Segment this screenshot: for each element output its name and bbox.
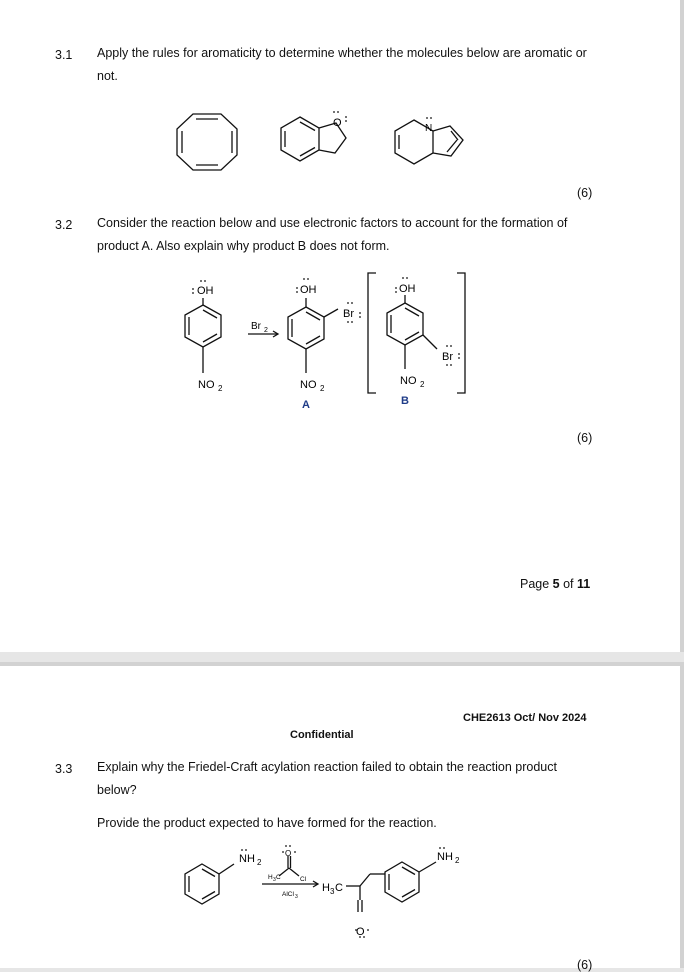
page-current: 5 xyxy=(552,577,560,591)
nh2-label-start: NH xyxy=(239,853,255,865)
question-number-3-2: 3.2 xyxy=(55,218,73,232)
reagent-c-label: C xyxy=(276,874,281,881)
no2-label-start: NO xyxy=(198,379,215,391)
product-ring xyxy=(385,862,419,902)
no2-subscript-a: 2 xyxy=(320,384,325,393)
page-prefix: Page xyxy=(520,577,553,591)
oxygen-label: O xyxy=(333,117,342,129)
question-text-3-1: Apply the rules for aromaticity to determine whether the molecules below are aromatic or not. xyxy=(97,46,587,83)
question-instruction-3-3: Provide the product expected to have formed for the reaction. xyxy=(97,816,437,830)
q31-structures xyxy=(0,100,684,220)
course-header: CHE2613 Oct/ Nov 2024 xyxy=(463,712,587,724)
catalyst-label: AlCl xyxy=(282,891,294,898)
no2-subscript-start: 2 xyxy=(218,384,223,393)
page-number xyxy=(520,577,590,591)
right-bracket xyxy=(457,273,465,393)
marks-3-3: (6) xyxy=(577,958,593,972)
q33-reaction-scheme xyxy=(0,844,684,954)
q32-reaction-scheme xyxy=(0,265,684,415)
aniline-ring xyxy=(185,864,219,904)
left-bracket xyxy=(368,273,376,393)
product-b-ring xyxy=(387,303,423,345)
product-h3c-subscript: 3 xyxy=(330,887,335,896)
br-label-a: Br xyxy=(343,308,354,320)
nh2-subscript-start: 2 xyxy=(257,858,262,867)
product-a-ring xyxy=(288,307,324,349)
question-number-3-3: 3.3 xyxy=(55,762,73,776)
catalyst-subscript: 3 xyxy=(295,894,298,900)
marks-3-2: (6) xyxy=(577,431,593,445)
confidential-label: Confidential xyxy=(290,729,354,741)
nh2-subscript-product: 2 xyxy=(455,856,460,865)
reagent-o-label: O xyxy=(285,849,292,858)
no2-subscript-b: 2 xyxy=(420,380,425,389)
phenol-ring xyxy=(185,305,221,347)
product-c-label: C xyxy=(335,882,343,894)
marks-3-1: (6) xyxy=(577,186,593,200)
page-middle: of xyxy=(559,577,577,591)
oh-label-b: OH xyxy=(399,283,416,295)
product-o-label: O xyxy=(356,926,365,938)
page-6 xyxy=(0,662,684,972)
nitrogen-label: N xyxy=(425,123,433,134)
reagent-label: Br xyxy=(251,321,261,332)
reagent-h3c-subscript: 3 xyxy=(273,877,276,883)
oh-label-a: OH xyxy=(300,284,317,296)
reagent-h3c-label: H xyxy=(268,874,273,881)
page-total: 11 xyxy=(577,577,591,591)
product-h3c-label: H xyxy=(322,882,330,894)
reagent-cl-label: Cl xyxy=(300,876,307,883)
question-text-3-2: Consider the reaction below and use electronic factors to account for the formation of product A. Also explain why product B does not form. xyxy=(97,216,568,253)
product-b-label: B xyxy=(401,395,409,407)
question-number-3-1: 3.1 xyxy=(55,48,73,62)
question-text-3-3: Explain why the Friedel-Craft acylation reaction failed to obtain the reaction product below? xyxy=(97,760,557,797)
no2-label-b: NO xyxy=(400,375,417,387)
product-a-label: A xyxy=(302,399,310,411)
cyclooctatetraene-ring xyxy=(177,114,237,170)
benzene-ring xyxy=(281,117,319,161)
nh2-label-product: NH xyxy=(437,851,453,863)
oh-label-start: OH xyxy=(197,285,214,297)
reagent-subscript: 2 xyxy=(264,327,268,334)
no2-label-a: NO xyxy=(300,379,317,391)
br-label-b: Br xyxy=(442,351,453,363)
